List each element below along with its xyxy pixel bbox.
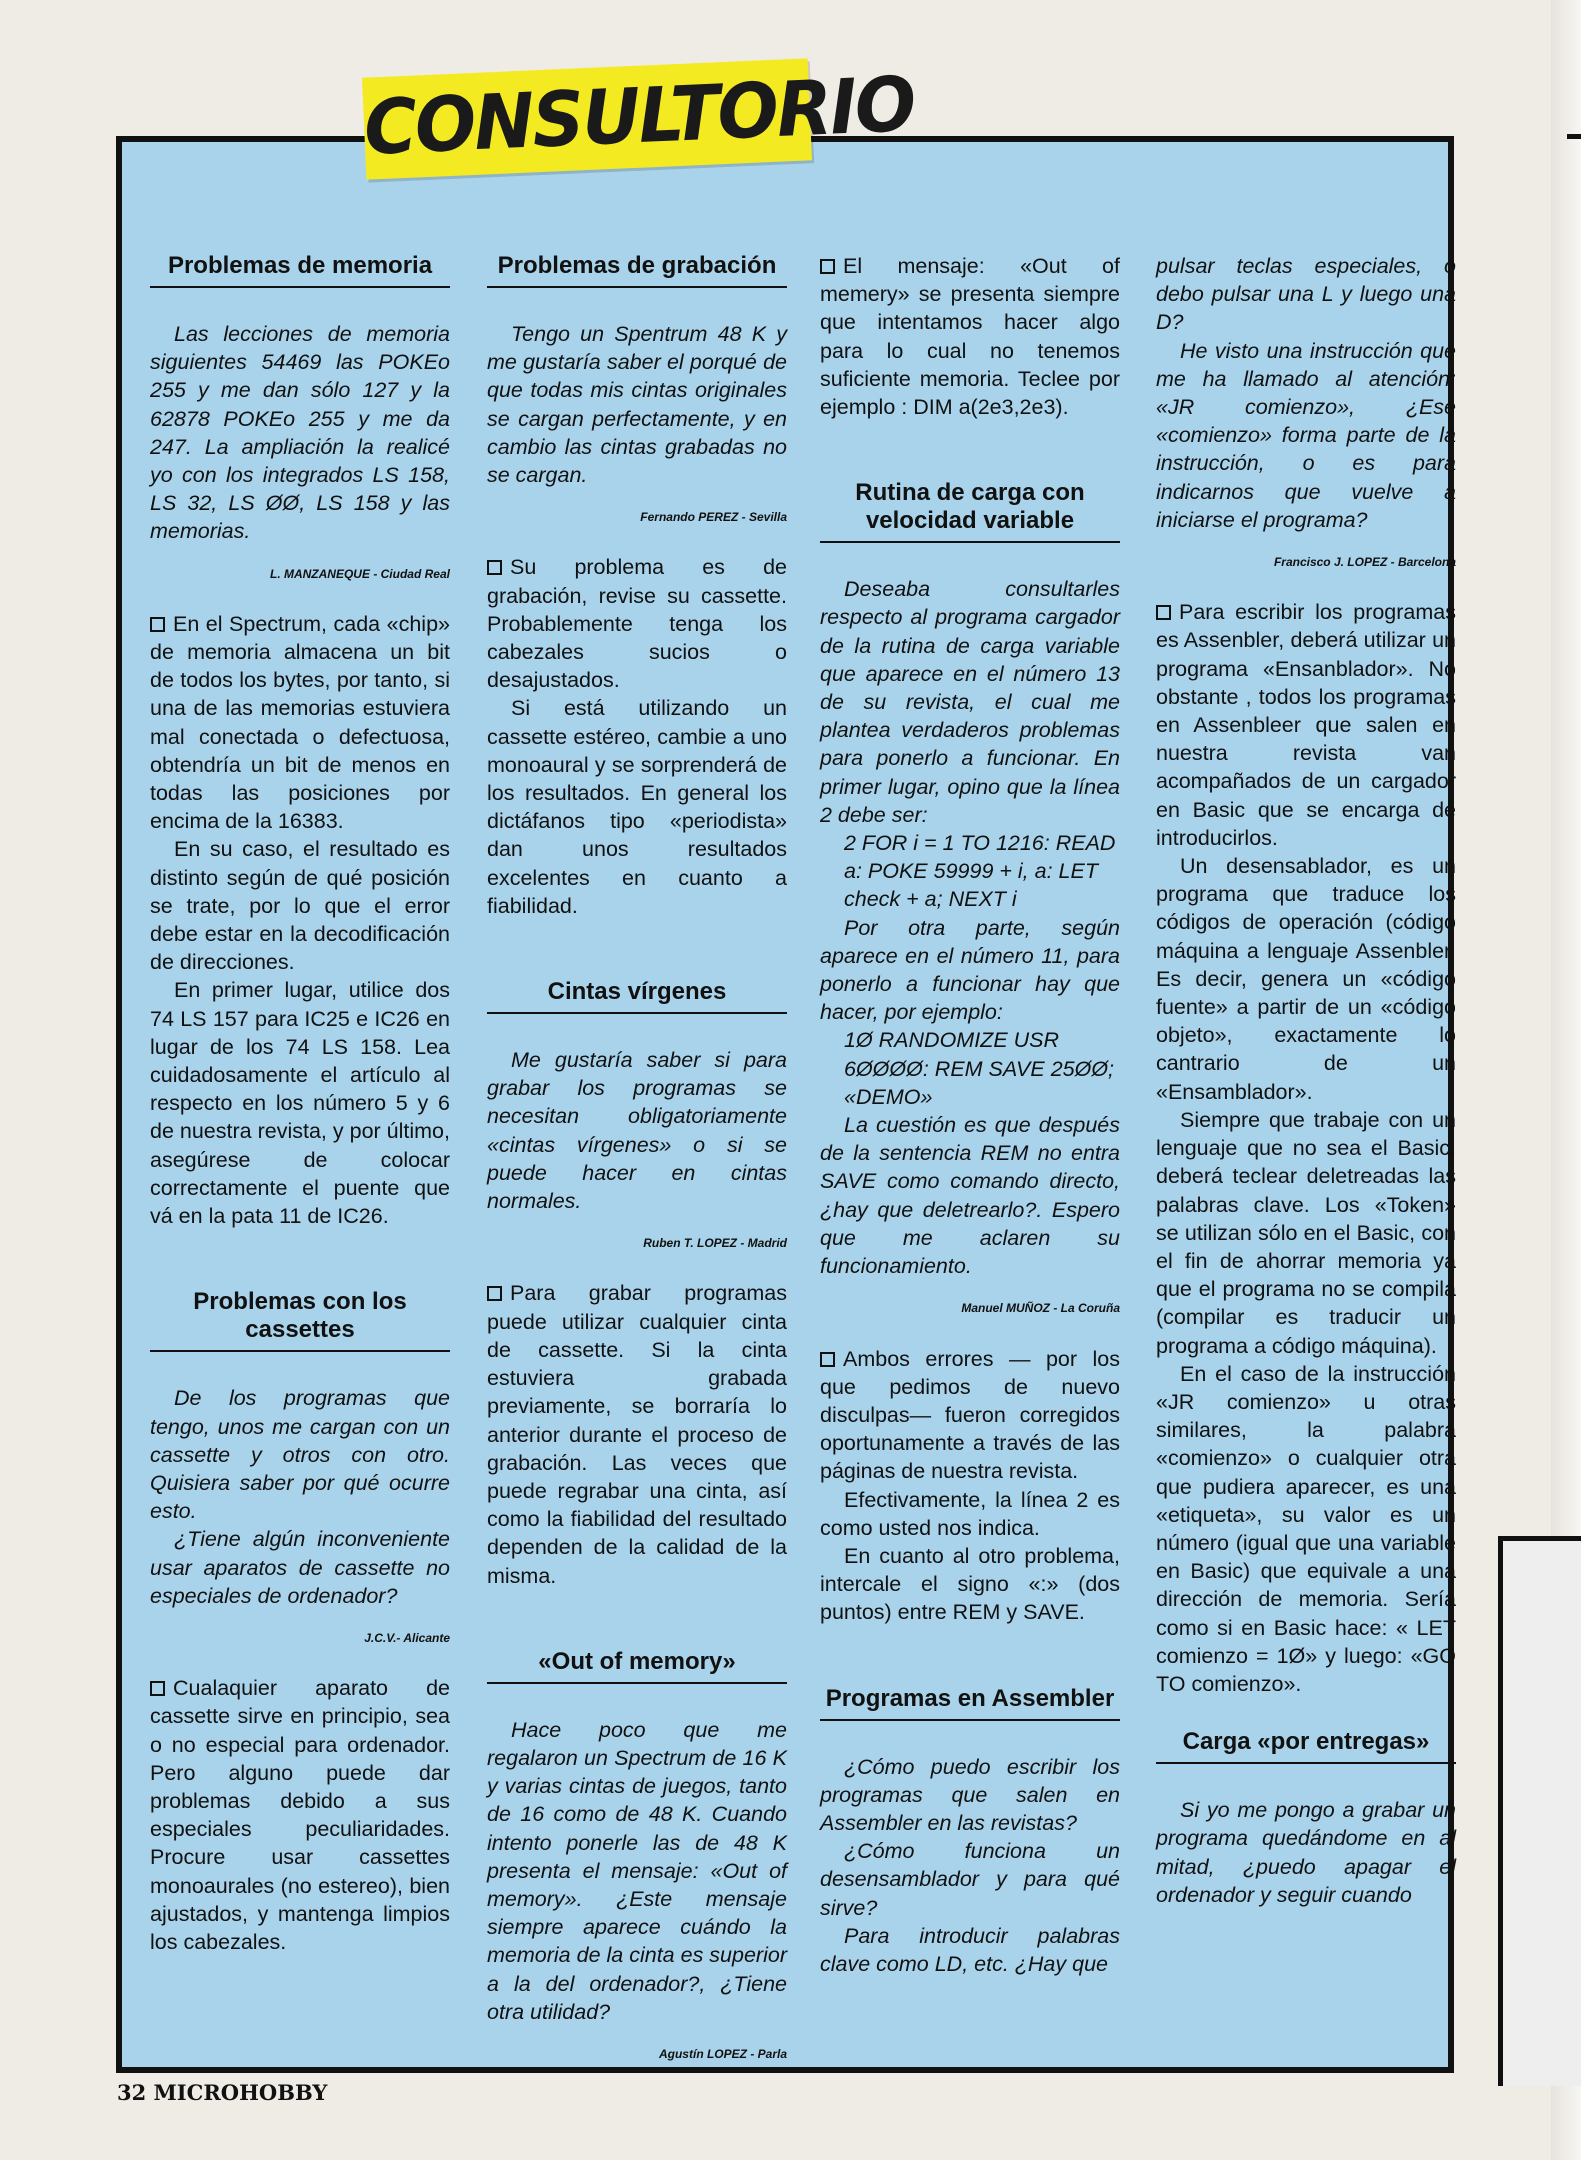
- question-paragraph: ¿Cómo puedo escribir los programas que salen en Assembler en las revistas?: [820, 1754, 1120, 1835]
- reader-signature: Fernando PEREZ - Sevilla: [640, 510, 787, 525]
- column-1: [150, 252, 450, 1956]
- question-paragraph: Hace poco que me regalaron un Spectrum de 16 K y varias cintas de juegos, tanto de 16 como de 48 K. Cuando intento ponerle las de 48 K presenta el mensaje: «Out of memory». ¿Este mensaje siempre aparece cuándo la memoria de la cinta es superior a la del ordenador?, ¿Tiene otra utilidad?: [487, 1717, 787, 2024]
- heading-programas-assembler: Programas en Assembler: [820, 1685, 1120, 1721]
- heading-carga-por-entregas: Carga «por entregas»: [1156, 1728, 1456, 1764]
- answer-paragraph: En su caso, el resultado es distinto según de qué posición se trate, por lo que el error debe estar en la decodificación de direcciones.: [150, 837, 450, 975]
- answer-paragraph: En el caso de la instrucción «JR comienzo» u otras similares, la palabra «comienzo» o cualquier otra que pudiera aparecer, es una «etiqueta», su valor es un número (igual que una variable en Basic) que equivale a una dirección de memoria. Sería como si en Basic hace: « LET comienzo = 1Ø» y luego: «GO TO comienzo».: [1156, 1361, 1456, 1696]
- reader-signature: Manuel MUÑOZ - La Coruña: [961, 1301, 1120, 1316]
- answer-square-icon: [1156, 605, 1171, 620]
- question-paragraph: Me gustaría saber si para grabar los programas se necesitan obligatoriamente «cintas vírgenes» o si se puede hacer en cintas normales.: [487, 1048, 787, 1214]
- heading-problemas-grabacion: Problemas de grabación: [487, 252, 787, 288]
- answer-square-icon: [820, 1352, 835, 1367]
- answer-paragraph: Siempre que trabaje con un lenguaje que no sea el Basic, deberá teclear deletreadas las palabras clave. Los «Token» se utilizan sólo en el Basic, con el fin de ahorrar memoria ya que el programa no se compila (compilar es traducir un programa a código máquina).: [1156, 1107, 1456, 1358]
- heading-rutina-carga: Rutina de carga con velocidad variable: [820, 479, 1120, 543]
- question-paragraph: ¿Tiene algún inconveniente usar aparatos de cassette no especiales de ordenador?: [150, 1527, 450, 1608]
- answer-paragraph: Su problema es de grabación, revise su cassette. Probablemente tenga los cabezales sucios o desajustados.: [487, 555, 787, 693]
- question-paragraph: Las lecciones de memoria siguientes 54469 las POKEo 255 y me dan sólo 127 y la 62878 POKEo 255 y me da 247. La ampliación la realicé yo con los integrados LS 158, LS 32, LS ØØ, LS 158 y las memorias.: [150, 322, 450, 544]
- code-line: 1Ø RANDOMIZE USR 6ØØØØ: REM SAVE 25ØØ; «DEMO»: [844, 1028, 1115, 1109]
- answer-paragraph: Para escribir los programas es Assenbler, deberá utilizar un programa «Ensanblador». No obstante , todos los programas en Assenbleer que salen en nuestra revista van acompañados de un cargador en Basic que se encarga de introducirlos.: [1156, 600, 1456, 850]
- reader-signature: Francisco J. LOPEZ - Barcelona: [1273, 555, 1456, 570]
- section-banner: [362, 58, 916, 179]
- reader-signature: Ruben T. LOPEZ - Madrid: [643, 1236, 787, 1251]
- question-paragraph: ¿Cómo funciona un desensamblador y para qué sirve?: [820, 1839, 1120, 1920]
- question-paragraph: Por otra parte, según aparece en el número 11, para ponerlo a funcionar hay que hacer, por ejemplo:: [820, 915, 1120, 1025]
- answer-paragraph: El mensaje: «Out of memery» se presenta siempre que intentamos hacer algo para lo cual no tenemos suficiente memoria. Teclee por ejemplo : DIM a(2e3,2e3).: [820, 254, 1120, 420]
- heading-cintas-virgenes: Cintas vírgenes: [487, 978, 787, 1014]
- magazine-name: MICROHOBBY: [153, 2080, 328, 2105]
- question-paragraph: Deseaba consultarles respecto al programa cargador de la rutina de carga variable que aparece en el número 13 de su revista, el cual me plantea verdaderos problemas para ponerlo a funcionar. En primer lugar, opino que la línea 2 debe ser:: [820, 577, 1120, 827]
- answer-paragraph: Ambos errores — por los que pedimos de nuevo disculpas— fueron corregidos oportunamente a través de las páginas de nuestra revista.: [820, 1346, 1120, 1484]
- question-paragraph: De los programas que tengo, unos me cargan con un cassette y otros con otro. Quisiera saber por qué ocurre esto.: [150, 1386, 450, 1524]
- question-paragraph: pulsar teclas especiales, o debo pulsar una L y luego una D?: [1156, 254, 1456, 335]
- column-3: [820, 252, 1120, 1978]
- answer-paragraph: Un desensablador, es un programa que traduce los códigos de operación (código máquina a lenguaje Assenbler. Es decir, genera un «código fuente» a partir de un «código objeto», exactamente lo cantrario de un «Ensamblador».: [1156, 854, 1456, 1104]
- reader-signature: Agustín LOPEZ - Parla: [658, 2046, 787, 2061]
- answer-paragraph: En cuanto al otro problema, intercale el signo «:» (dos puntos) entre REM y SAVE.: [820, 1543, 1120, 1625]
- question-paragraph: Si yo me pongo a grabar un programa quedándome en al mitad, ¿puedo apagar el ordenador y seguir cuando: [1156, 1798, 1456, 1907]
- answer-square-icon: [820, 259, 835, 274]
- page-number: 32: [117, 2080, 147, 2105]
- column-4: [1156, 252, 1456, 1909]
- question-paragraph: La cuestión es que después de la sentencia REM no entra SAVE como comando directo, ¿hay que deletrearlo?. Espero que me aclaren su funcionamiento.: [820, 1113, 1120, 1279]
- page-footer: [117, 2080, 327, 2105]
- answer-paragraph: En primer lugar, utilice dos 74 LS 157 para IC25 e IC26 en lugar de los 74 LS 158. Lea cuidadosamente el artículo al respecto en los número 5 y 6 de nuestra revista, y por último, asegúrese de colocar correctamente el puente que vá en la pata 11 de IC26.: [150, 978, 450, 1229]
- next-page-box-edge: [1498, 1536, 1581, 2086]
- answer-square-icon: [150, 617, 165, 632]
- answer-square-icon: [487, 560, 502, 575]
- answer-paragraph: Para grabar programas puede utilizar cualquier cinta de cassette. Si la cinta estuviera grabada previamente, se borraría lo anterior durante el proceso de grabación. Las veces que puede regrabar una cinta, así como la fiabilidad del resultado dependen de la calidad de la misma.: [487, 1281, 787, 1588]
- heading-out-of-memory: «Out of memory»: [487, 1648, 787, 1684]
- next-page-border-tick: [1567, 134, 1581, 139]
- answer-square-icon: [487, 1286, 502, 1301]
- reader-signature: L. MANZANEQUE - Ciudad Real: [269, 566, 450, 581]
- banner-title: CONSULTORIO: [362, 59, 916, 172]
- answer-square-icon: [150, 1681, 165, 1696]
- answer-paragraph: Efectivamente, la línea 2 es como usted nos indica.: [820, 1487, 1120, 1540]
- code-line: 2 FOR i = 1 TO 1216: READ a: POKE 59999 + i, a: LET check + a; NEXT i: [844, 831, 1116, 912]
- heading-problemas-cassettes: Problemas con los cassettes: [150, 1288, 450, 1352]
- answer-paragraph: Si está utilizando un cassette estéreo, cambie a uno monoaural y se sorprenderá de los resultados. En general los dictáfanos tipo «periodista» dan unos resultados excelentes en cuanto a fiabilidad.: [487, 696, 787, 918]
- column-2: [487, 252, 787, 2090]
- heading-problemas-memoria: Problemas de memoria: [150, 252, 450, 288]
- question-paragraph: He visto una instrucción que me ha llamado al atención: «JR comienzo», ¿Ese «comienzo» forma parte de la instrucción, o es para indicarnos que vuelve a iniciarse el programa?: [1156, 338, 1456, 532]
- reader-signature: J.C.V.- Alicante: [364, 1630, 450, 1645]
- answer-paragraph: En el Spectrum, cada «chip» de memoria almacena un bit de todos los bytes, por tanto, si una de las memorias estuviera mal conectada o defectuosa, obtendría un bit de menos en todas las posiciones por encima de la 16383.: [150, 611, 450, 834]
- answer-paragraph: Cualaquier aparato de cassette sirve en principio, sea o no especial para ordenador. Pero alguno puede dar problemas debido a sus especiales peculiaridades. Procure usar cassettes monoaurales (no estereo), bien ajustados, y mantenga limpios los cabezales.: [150, 1676, 450, 1954]
- question-paragraph: Tengo un Spentrum 48 K y me gustaría saber el porqué de que todas mis cintas originales se cargan perfectamente, y en cambio las cintas grabadas no se cargan.: [487, 322, 787, 488]
- question-paragraph: Para introducir palabras clave como LD, etc. ¿Hay que: [820, 1923, 1120, 1976]
